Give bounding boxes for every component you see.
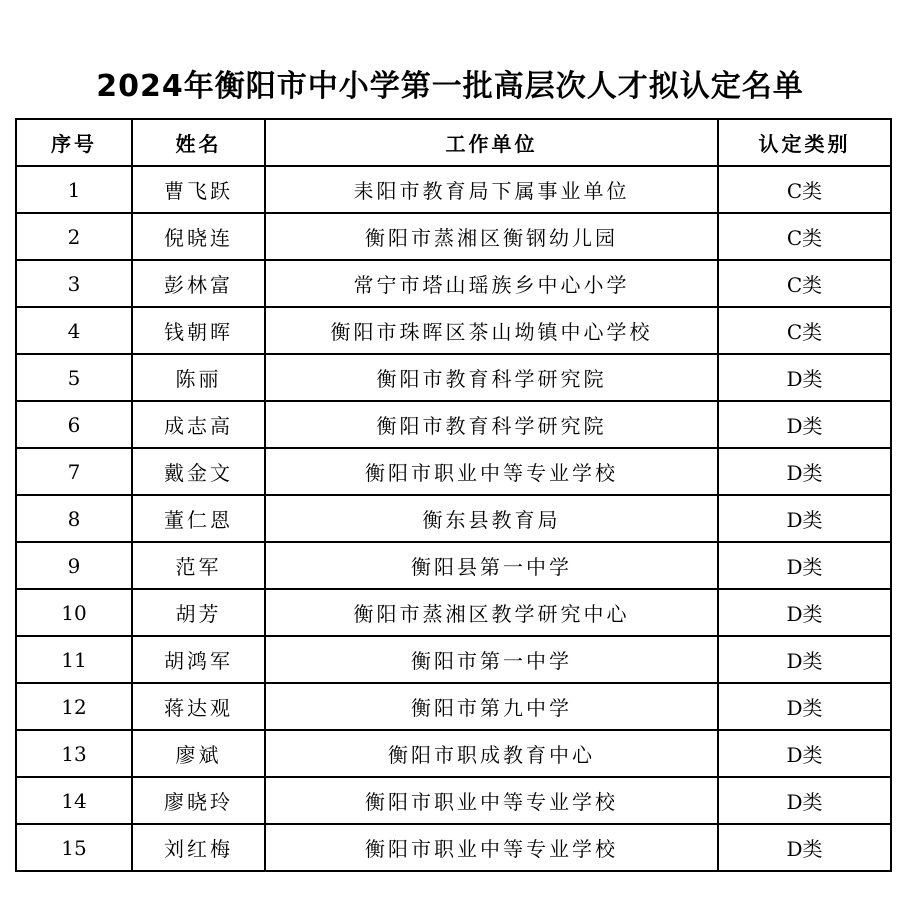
serial-number-cell: 11 — [16, 636, 132, 683]
name-cell: 蒋达观 — [132, 683, 265, 730]
category-cell: C类 — [718, 307, 891, 354]
serial-number-cell: 9 — [16, 542, 132, 589]
work-unit-cell: 衡阳市教育科学研究院 — [265, 354, 718, 401]
name-cell: 廖斌 — [132, 730, 265, 777]
work-unit-cell: 衡阳市职业中等专业学校 — [265, 448, 718, 495]
serial-number-cell: 10 — [16, 589, 132, 636]
header-name: 姓名 — [132, 119, 265, 166]
category-cell: D类 — [718, 448, 891, 495]
table-row — [16, 683, 891, 730]
category-cell: D类 — [718, 683, 891, 730]
work-unit-cell: 常宁市塔山瑶族乡中心小学 — [265, 260, 718, 307]
category-cell: D类 — [718, 730, 891, 777]
serial-number-cell: 1 — [16, 166, 132, 213]
serial-number-cell: 2 — [16, 213, 132, 260]
name-cell: 陈丽 — [132, 354, 265, 401]
serial-number-cell: 15 — [16, 824, 132, 871]
serial-number-cell: 14 — [16, 777, 132, 824]
table-row — [16, 542, 891, 589]
work-unit-cell: 衡阳市第九中学 — [265, 683, 718, 730]
table-row — [16, 213, 891, 260]
category-cell: D类 — [718, 401, 891, 448]
serial-number-cell: 3 — [16, 260, 132, 307]
table-row — [16, 589, 891, 636]
table-row — [16, 730, 891, 777]
table-row — [16, 307, 891, 354]
table-row — [16, 354, 891, 401]
table-row — [16, 495, 891, 542]
table-row — [16, 401, 891, 448]
work-unit-cell: 耒阳市教育局下属事业单位 — [265, 166, 718, 213]
category-cell: D类 — [718, 777, 891, 824]
serial-number-cell: 7 — [16, 448, 132, 495]
name-cell: 刘红梅 — [132, 824, 265, 871]
category-cell: C类 — [718, 213, 891, 260]
serial-number-cell: 4 — [16, 307, 132, 354]
table-header-row — [16, 119, 891, 166]
name-cell: 倪晓连 — [132, 213, 265, 260]
work-unit-cell: 衡阳市蒸湘区衡钢幼儿园 — [265, 213, 718, 260]
category-cell: D类 — [718, 636, 891, 683]
category-cell: C类 — [718, 260, 891, 307]
name-cell: 胡鸿军 — [132, 636, 265, 683]
category-cell: D类 — [718, 589, 891, 636]
header-serial-number: 序号 — [16, 119, 132, 166]
serial-number-cell: 6 — [16, 401, 132, 448]
work-unit-cell: 衡阳市教育科学研究院 — [265, 401, 718, 448]
table-row — [16, 824, 891, 871]
work-unit-cell: 衡阳市职业中等专业学校 — [265, 824, 718, 871]
name-cell: 曹飞跃 — [132, 166, 265, 213]
serial-number-cell: 8 — [16, 495, 132, 542]
table-row — [16, 636, 891, 683]
serial-number-cell: 12 — [16, 683, 132, 730]
name-cell: 董仁恩 — [132, 495, 265, 542]
category-cell: D类 — [718, 824, 891, 871]
name-cell: 钱朝晖 — [132, 307, 265, 354]
serial-number-cell: 5 — [16, 354, 132, 401]
work-unit-cell: 衡阳市蒸湘区教学研究中心 — [265, 589, 718, 636]
category-cell: D类 — [718, 495, 891, 542]
work-unit-cell: 衡阳市职业中等专业学校 — [265, 777, 718, 824]
table-body — [16, 166, 891, 871]
name-cell: 戴金文 — [132, 448, 265, 495]
name-cell: 范军 — [132, 542, 265, 589]
work-unit-cell: 衡阳县第一中学 — [265, 542, 718, 589]
name-cell: 廖晓玲 — [132, 777, 265, 824]
name-cell: 彭林富 — [132, 260, 265, 307]
serial-number-cell: 13 — [16, 730, 132, 777]
table-row — [16, 260, 891, 307]
name-cell: 成志高 — [132, 401, 265, 448]
work-unit-cell: 衡东县教育局 — [265, 495, 718, 542]
category-cell: D类 — [718, 354, 891, 401]
category-cell: C类 — [718, 166, 891, 213]
category-cell: D类 — [718, 542, 891, 589]
work-unit-cell: 衡阳市珠晖区茶山坳镇中心学校 — [265, 307, 718, 354]
page-title: 2024年衡阳市中小学第一批高层次人才拟认定名单 — [96, 69, 804, 104]
work-unit-cell: 衡阳市第一中学 — [265, 636, 718, 683]
talent-list-table — [15, 118, 892, 872]
header-category: 认定类别 — [718, 119, 891, 166]
work-unit-cell: 衡阳市职成教育中心 — [265, 730, 718, 777]
table-row — [16, 448, 891, 495]
header-work-unit: 工作单位 — [265, 119, 718, 166]
table-row — [16, 166, 891, 213]
table-row — [16, 777, 891, 824]
name-cell: 胡芳 — [132, 589, 265, 636]
